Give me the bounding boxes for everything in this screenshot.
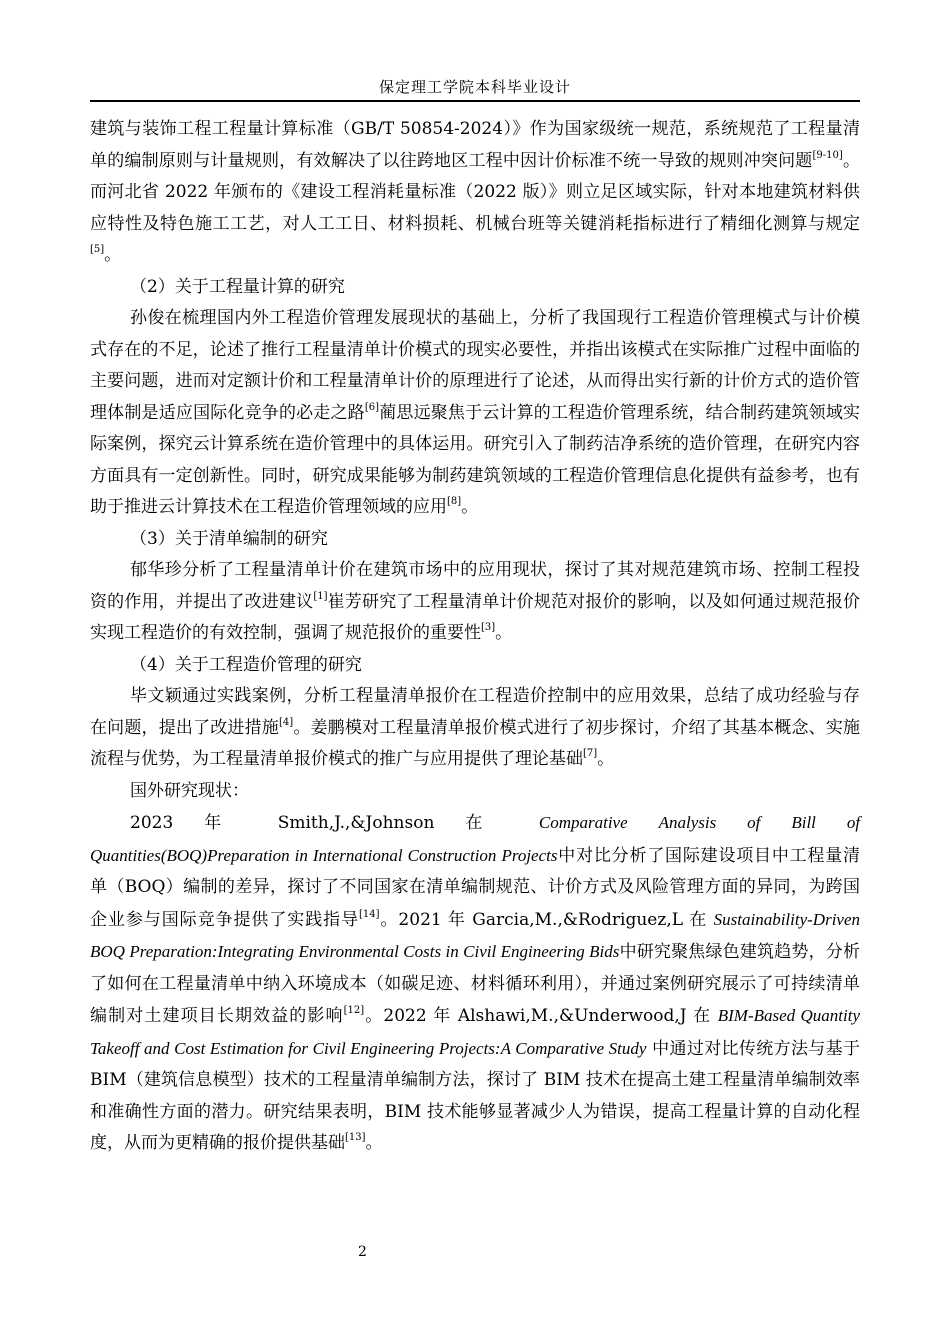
page-number: 2 (358, 1244, 367, 1260)
section-heading-list: （3）关于清单编制的研究 (130, 528, 328, 549)
paragraph-text: 。 (104, 245, 122, 265)
paragraph-foreign-research (90, 840, 860, 1160)
word: of (846, 813, 861, 832)
paragraph-foreign-line1 (90, 807, 860, 840)
word: Comparative (538, 813, 628, 832)
word: Smith,J.,&Johnson (277, 813, 435, 833)
paragraph-standards (90, 114, 860, 272)
citation: [7] (583, 748, 598, 759)
paragraph-text: 郁华珍分析了工程量清单计价在建筑市场中的应用现状，探讨了其对规范建筑市场、控制工程投资的作用，并提出了改进建议 (90, 560, 860, 612)
paragraph-text: 孙俊在梳理国内外工程造价管理发展现状的基础上，分析了我国现行工程造价管理模式与计价模式存在的不足，论述了推行工程量清单计价模式的现实必要性，并指出该模式在实际推广过程中面临的主要问题，进而对定额计价和工程量清单计价的原理进行了论述，从而得出实行新的计价方式的造价管理体制是适应国际化竞争的必走之路 (90, 308, 860, 423)
page-header: 保定理工学院本科毕业设计 (378, 78, 571, 96)
header-rule (90, 100, 860, 102)
paper-title: Sustainability-Driven BOQ Preparation:Integrating Environmental Costs in Civil Engineering Bids (90, 909, 861, 961)
citation: [4] (278, 716, 294, 728)
paragraph-text: 中对比分析了国际建设项目中工程量清单（BOQ）编制的差异，探讨了不同国家在清单编制规范、计价方式及风险管理方面的异同，为跨国企业参与国际竞争提供了实践指导 (90, 845, 861, 930)
paragraph-text: 毕文颖通过实践案例，分析工程量清单报价在工程造价控制中的应用效果，总结了成功经验与存在问题，提出了改进措施 (90, 686, 860, 738)
citation: [14] (359, 908, 380, 920)
paragraph-text: 建筑与装饰工程工程量计算标准（GB/T 50854-2024）》作为国家级统一规范，系统规范了工程量清单的编制原则与计量规则，有效解决了以往跨地区工程中因计价标准不统一导致的规则冲突问题 (90, 119, 860, 171)
paper-title: BIM-Based Quantity Takeoff and Cost Estimation for Civil Engineering Projects:A Comparative Study (90, 1006, 861, 1058)
body-content (90, 114, 860, 1160)
paragraph-text: 。而河北省 2022 年颁布的《建设工程消耗量标准（2022 版）》则立足区域实际，针对本地建筑材料供应特性及特色施工工艺，对人工工日、材料损耗、机械台班等关键消耗指标进行了精细化测算与规定 (90, 150, 860, 234)
paragraph-text: 中通过对比传统方法与基于 BIM（建筑信息模型）技术的工程量清单编制方法，探讨了 BIM 技术在提高土建工程量清单编制效率和准确性方面的潜力。研究结果表明，BIM 技术能够显著减少人为错误，提高工程量计算的自动化程度，从而为更精确的报价提供基础 (90, 1038, 860, 1153)
citation: [3] (481, 622, 496, 633)
paragraph-text: 。 (495, 623, 513, 643)
section-heading-cost: （4）关于工程造价管理的研究 (130, 654, 362, 675)
paragraph-text: 。2021 年 Garcia,M.,&Rodriguez,L 在 (379, 909, 714, 930)
paragraph-text: 。 (597, 749, 615, 769)
citation: [5] (90, 244, 105, 255)
paragraph-text: 蔺思远聚焦于云计算的工程造价管理系统，结合制药建筑领域实际案例，探究云计算系统在造价管理中的具体运用。研究引入了制药洁净系统的造价管理，在研究内容方面具有一定创新性。同时，研究成果能够为制药建筑领域的工程造价管理信息化提供有益参考，也有助于推进云计算技术在工程造价管理领域的应用 (90, 402, 861, 517)
paragraph-quantity-research (90, 303, 860, 524)
section-heading-quantity: （2）关于工程量计算的研究 (130, 276, 345, 297)
paragraph-list-research (90, 555, 860, 650)
paragraph-text: 。 (365, 1133, 383, 1153)
word: Analysis (658, 813, 717, 832)
citation: [13] (345, 1132, 366, 1143)
section-heading-foreign: 国外研究现状： (130, 780, 249, 801)
citation: [8] (447, 496, 462, 507)
word: 在 (465, 813, 508, 833)
citation: [12] (343, 1005, 365, 1016)
word: of (747, 813, 761, 832)
paragraph-cost-research (90, 681, 860, 776)
word: Bill (791, 813, 816, 832)
citation: [9-10] (812, 149, 843, 161)
word: 年 (204, 813, 247, 833)
paragraph-text: 。 (461, 497, 479, 517)
paper-title: Quantities(BOQ)Preparation in International Construction Projects (90, 845, 558, 865)
citation: [1] (313, 590, 328, 602)
paragraph-text: 。2022 年 Alshawi,M.,&Underwood,J 在 (364, 1006, 718, 1026)
citation: [6] (364, 401, 380, 413)
paragraph-text: 中研究聚焦绿色建筑趋势，分析了如何在工程量清单中纳入环境成本（如碳足迹、材料循环利用），并通过案例研究展示了可持续清单编制对土建项目长期效益的影响 (90, 942, 860, 1026)
paragraph-text: 。姜鹏模对工程量清单报价模式进行了初步探讨，介绍了其基本概念、实施流程与优势，为工程量清单报价模式的推广与应用提供了理论基础 (90, 717, 861, 769)
word: 2023 (130, 813, 174, 833)
paragraph-text: 崔芳研究了工程量清单计价规范对报价的影响，以及如何通过规范报价实现工程造价的有效控制，强调了规范报价的重要性 (90, 591, 860, 643)
